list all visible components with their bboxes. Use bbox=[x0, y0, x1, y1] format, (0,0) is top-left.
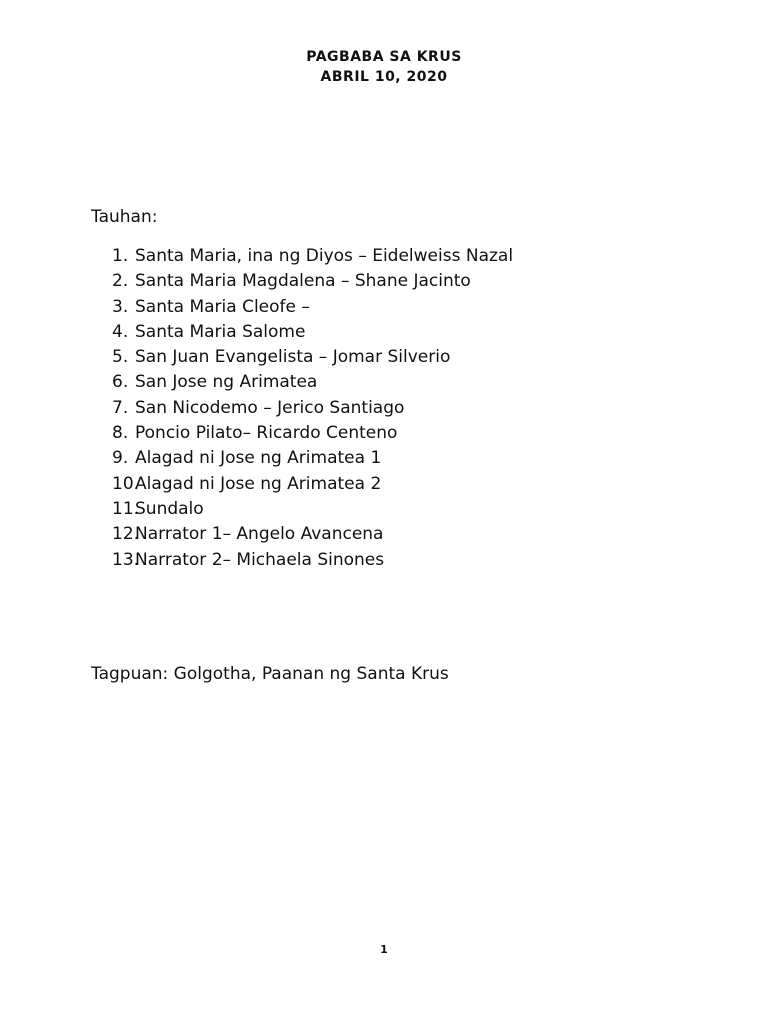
list-item-number: 5. bbox=[112, 347, 129, 368]
document-title: PAGBABA SA KRUS bbox=[306, 49, 462, 65]
list-item-number: 3. bbox=[112, 296, 129, 317]
list-item bbox=[112, 345, 513, 370]
list-item-number: 11. bbox=[112, 498, 140, 519]
list-item-text: Alagad ni Jose ng Arimatea 2 bbox=[135, 473, 382, 494]
list-item-text: San Juan Evangelista – Jomar Silverio bbox=[135, 347, 451, 368]
list-item-number: 10. bbox=[112, 473, 140, 494]
list-item bbox=[112, 446, 513, 471]
setting-line: Tagpuan: Golgotha, Paanan ng Santa Krus bbox=[91, 664, 449, 684]
document-date: ABRIL 10, 2020 bbox=[320, 69, 448, 85]
list-item-number: 12. bbox=[112, 524, 140, 545]
list-item bbox=[112, 548, 513, 573]
list-item bbox=[112, 370, 513, 395]
list-item bbox=[112, 295, 513, 320]
list-item-number: 2. bbox=[112, 271, 129, 292]
list-item-number: 8. bbox=[112, 423, 129, 444]
page-number: 1 bbox=[380, 943, 388, 956]
list-item bbox=[112, 497, 513, 522]
list-item-text: San Jose ng Arimatea bbox=[135, 372, 318, 393]
list-item-text: Poncio Pilato– Ricardo Centeno bbox=[135, 423, 398, 444]
list-item-text: Alagad ni Jose ng Arimatea 1 bbox=[135, 448, 382, 469]
list-item-text: Santa Maria Salome bbox=[135, 321, 306, 342]
list-item-number: 4. bbox=[112, 321, 129, 342]
list-item-text: Sundalo bbox=[135, 498, 204, 519]
list-item-text: Narrator 1– Angelo Avancena bbox=[135, 524, 384, 545]
list-item-text: Santa Maria Magdalena – Shane Jacinto bbox=[135, 271, 471, 292]
list-item-text: Santa Maria, ina ng Diyos – Eidelweiss Nazal bbox=[135, 246, 514, 266]
characters-list bbox=[112, 244, 513, 573]
list-item bbox=[112, 421, 513, 446]
list-item bbox=[112, 396, 513, 421]
list-item-text: San Nicodemo – Jerico Santiago bbox=[135, 397, 405, 418]
list-item-number: 7. bbox=[112, 397, 129, 418]
characters-label: Tauhan: bbox=[91, 207, 158, 227]
list-item-text: Narrator 2– Michaela Sinones bbox=[135, 549, 385, 570]
list-item bbox=[112, 522, 513, 547]
list-item-number: 9. bbox=[112, 448, 129, 469]
list-item bbox=[112, 472, 513, 497]
title-block bbox=[0, 47, 768, 87]
list-item bbox=[112, 269, 513, 294]
list-item-number: 1. bbox=[112, 246, 129, 266]
list-item-number: 6. bbox=[112, 372, 129, 393]
list-item-number: 13. bbox=[112, 549, 140, 570]
list-item-text: Santa Maria Cleofe – bbox=[135, 296, 310, 317]
list-item bbox=[112, 320, 513, 345]
list-item bbox=[112, 244, 513, 269]
